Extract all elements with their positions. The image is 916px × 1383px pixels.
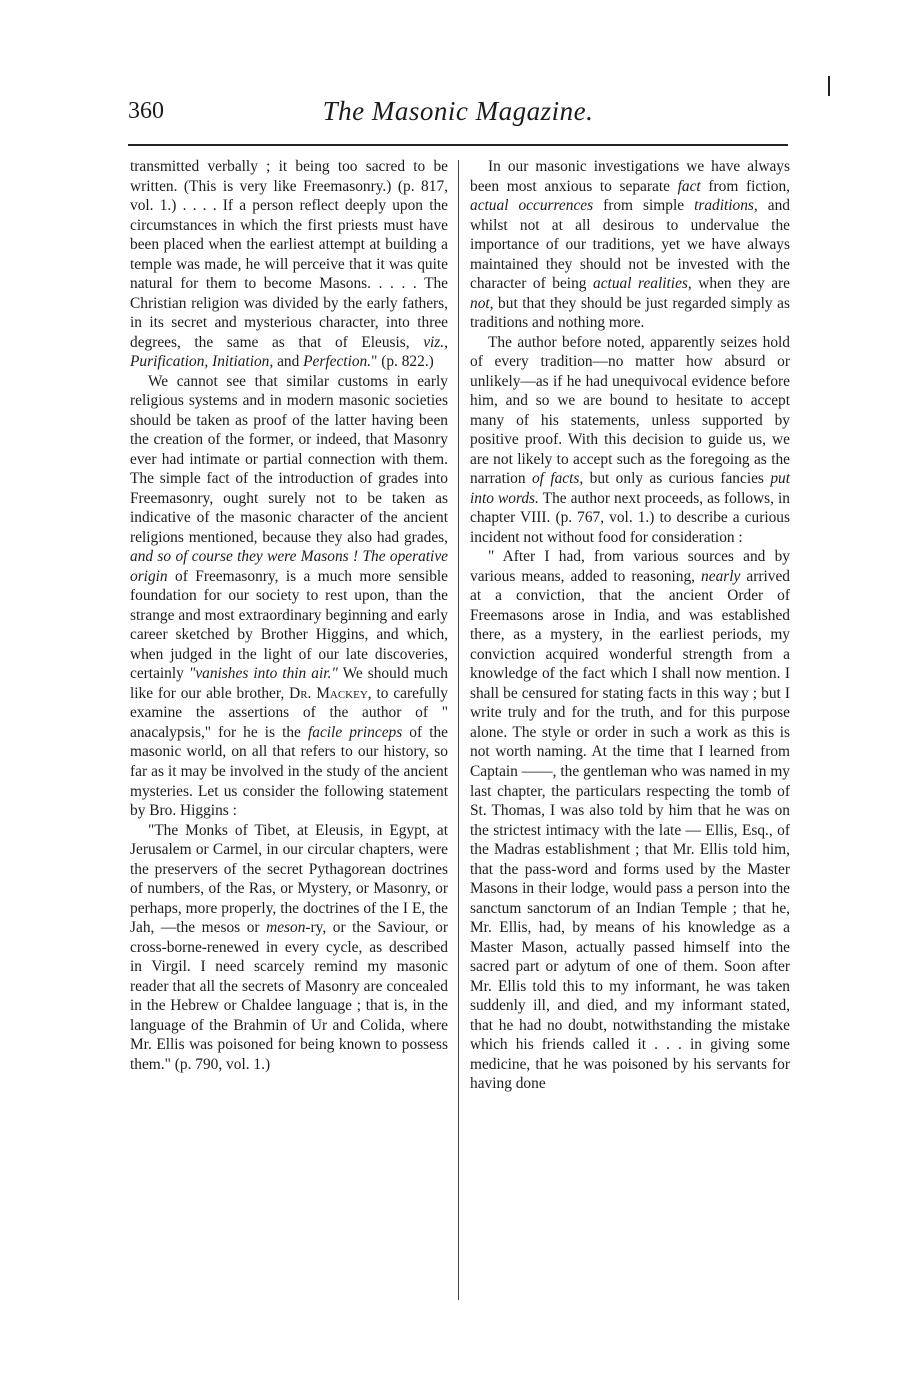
body-text: transmitted verbally ; it being too sacred to be written. (This is very like Freemasonry.) (p. 817, vol. 1.) . . . . If a person reflect deeply upon the circumstances in which the first priests must have been placed when the earliest attempt at building a temple was made, he will perceive that it was quite natural for them to become Masons. . . . . The Christian religion was divided by the early fathers, in its secret and mysterious character, into three degrees, the same as that of Eleusis,	[130, 158, 448, 351]
body-text: and	[273, 353, 304, 371]
body-text: In our masonic investigations we have always been most anxious to separate	[470, 158, 790, 195]
body-text: but that they should be just regarded simply as traditions and nothing more.	[470, 294, 790, 332]
small-caps-text: Dr. Mackey,	[289, 684, 372, 702]
body-text: and whilst not at all desirous to undervalue the importance of our traditions, yet we have always maintained they should not be invested with the character of being	[470, 197, 790, 293]
page-number: 360	[128, 98, 164, 124]
margin-mark	[828, 76, 830, 96]
italic-text: actual occurrences	[470, 197, 594, 215]
header-rule	[128, 144, 788, 146]
italic-text: not,	[470, 294, 494, 312]
italic-text: of facts,	[531, 470, 584, 488]
italic-text: Perfection.	[303, 353, 372, 371]
italic-text: "vanishes into thin air."	[188, 665, 338, 683]
italic-text: and so of course they were Masons ! The operative origin	[130, 548, 448, 585]
italic-text: facile princeps	[307, 723, 403, 741]
paragraph	[470, 333, 790, 548]
body-text: from simple	[593, 197, 695, 215]
body-text: to carefully examine the assertions of the author of " anacalypsis," for he is the	[130, 684, 449, 741]
body-text: " (p. 822.)	[371, 353, 434, 371]
paragraph	[130, 372, 448, 821]
body-text: but only as curious fancies	[583, 470, 771, 488]
italic-text: traditions,	[694, 197, 758, 215]
paragraph	[470, 547, 790, 1093]
paragraph	[470, 157, 790, 333]
column-divider	[458, 160, 459, 1300]
italic-text: put into words.	[470, 470, 790, 507]
italic-text: viz., Purification, Initiation,	[130, 333, 448, 371]
body-text: of the masonic world, on all that refers to our history, so far as it may be involved in the study of the ancient mysteries. Let us consider the following statement by Bro. Higgins :	[130, 723, 448, 820]
italic-text: meson	[266, 919, 306, 937]
body-text: when they are	[691, 275, 790, 293]
paragraph	[130, 821, 448, 1075]
italic-text: nearly	[701, 567, 741, 585]
body-text: from fiction,	[700, 177, 791, 195]
italic-text: fact	[677, 177, 701, 195]
body-text: The author next proceeds, as follows, in chapter VIII. (p. 767, vol. 1.) to describe a curious incident not without food for consideration :	[470, 489, 790, 546]
left-column	[130, 157, 448, 1074]
body-text: We cannot see that similar customs in early religious systems and in modern masonic societies should be taken as proof of the latter having been the creation of the former, or indeed, that Masonry ever had intimate or partial connection with them. The simple fact of the introduction of grades into Freemasonry, ought surely not to be taken as indicative of the masonic character of the ancient religions mentioned, because they also had grades,	[130, 372, 448, 546]
body-text: arrived at a conviction, that the ancient Order of Freemasons arose in India, and was established there, as a mystery, in the earliest periods, my conviction acquired wonderful strength from a knowledge of the fact which I shall now mention. I shall be censured for stating facts in this way ; but I write truly and for the truth, and for this purpose alone. The style or order in such a work as this is not worth naming. At the time that I learned from Captain ——, the gentleman who was named in my last chapter, the particulars respecting the tomb of St. Thomas, I was also told by him that he was on the strictest intimacy with the late — Ellis, Esq., of the Madras establishment ; that Mr. Ellis told him, that the pass-word and forms used by the Master Masons in their lodge, would pass a person into the sanctum sanctorum of an Indian Temple ; that he, Mr. Ellis, had, by means of his knowledge as a Master Mason, actually passed himself into the sacred part or adytum of one of them. Soon after Mr. Ellis told this to my informant, he was taken suddenly ill, and died, and my informant stated, that he had no doubt, notwithstanding the mistake which his friends called it . . . in giving some medicine, that he was poisoned by his servants for having done	[470, 567, 790, 1093]
italic-text: actual realities,	[593, 275, 692, 293]
body-text: We should much like for our able brother,	[130, 665, 448, 702]
right-column	[470, 157, 790, 1094]
body-text: " After I had, from various sources and by various means, added to reasoning,	[470, 548, 790, 585]
body-text: "The Monks of Tibet, at Eleusis, in Egypt, at Jerusalem or Carmel, in our circular chapters, were the preservers of the secret Pythagorean doctrines of numbers, of the Ras, or Mystery, or Masonry, or perhaps, more properly, the doctrines of the I E, the Jah, —the mesos or	[130, 821, 448, 937]
body-text: -ry, or the Saviour, or cross-borne-renewed in every cycle, as described in Virgil. I need scarcely remind my masonic reader that all the secrets of Masonry are concealed in the Hebrew or Chaldee language ; that is, in the language of the Brahmin of Ur and Colida, where Mr. Ellis was poisoned for being known to possess them." (p. 790, vol. 1.)	[130, 919, 448, 1073]
body-text: The author before noted, apparently seizes hold of every tradition—no matter how absurd or unlikely—as if he had unequivocal evidence before him, and so we are bound to hesitate to accept many of his statements, unless supported by positive proof. With this decision to guide us, we are not likely to accept such as the foregoing as the narration	[470, 333, 790, 488]
body-text: of Freemasonry, is a much more sensible foundation for our society to rest upon, than the strange and most extraordinary beginning and early career sketched by Brother Higgins, and which, when judged in the light of our late discoveries, certainly	[130, 567, 448, 683]
paragraph	[130, 157, 448, 372]
page-title: The Masonic Magazine.	[322, 96, 594, 126]
